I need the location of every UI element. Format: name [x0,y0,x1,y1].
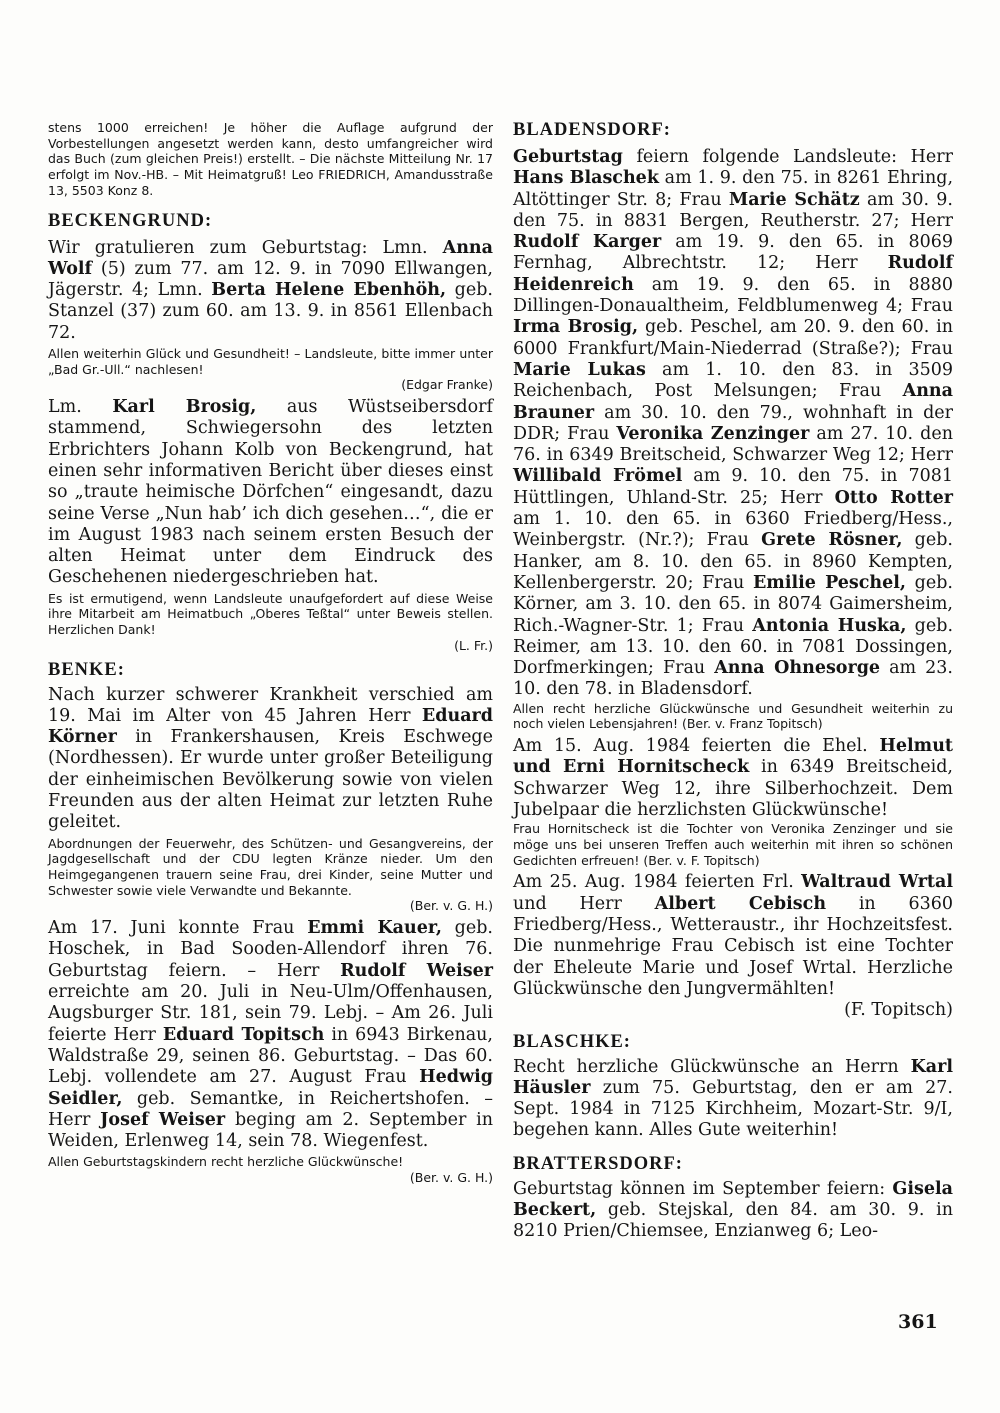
name-highlight: Anna Ohnesorge [714,658,881,679]
text-run: BENKE: [48,659,125,680]
text-run: Wir gratulieren zum Geburtstag: Lmn. [48,237,443,258]
name-highlight: Veronika Zenzinger [616,423,810,444]
article-paragraph [48,238,493,344]
name-highlight: Karl Brosig, [112,397,257,418]
name-highlight: Rudolf Weiser [340,960,493,981]
text-run: Recht herzliche Glückwünsche an Herrn [513,1056,911,1077]
text-run: geb. Stejskal, den 84. am 30. 9. in 8210 Prien/Chiemsee, Enzianweg 6; Leo- [513,1199,953,1242]
text-run: am 30. 10. den 79., wohnhaft in der DDR; Frau [513,402,953,444]
note-paragraph [48,1154,493,1185]
text-run: Am 17. Juni konnte Frau [48,918,308,939]
text-run: am 9. 10. den 75. in 7081 Hüttlingen, Uhland-Str. 25; Herr [513,466,953,508]
name-highlight: Eduard Körner [48,705,493,748]
text-run: am 1. 10. den 65. in 6360 Friedberg/Hess., Weinbergstr. (Nr.?); Frau [513,509,953,551]
signature: (F. Topitsch) [844,1000,953,1021]
section-heading [513,1032,953,1053]
section-heading [513,120,953,141]
article-paragraph [48,397,493,589]
signature: (L. Fr.) [454,637,493,653]
name-highlight: Emmi Kauer, [307,918,442,939]
text-run: BLADENSDORF: [513,120,671,140]
text-run: geb. Reimer, am 13. 10. den 60. in 7081 Dossingen, Dorfmerkingen; Frau [513,615,954,679]
text-run: (5) zum 77. am 12. 9. in 7090 Ellwangen, Jägerstr. 4; Lmn. [48,258,493,301]
signature: (Edgar Franke) [401,377,493,393]
name-highlight: Emilie Peschel, [752,572,907,593]
text-run: geb. Stanzel (37) zum 60. am 13. 9. in 8561 Ellenbach 72. [48,280,493,343]
text-run: geb. Peschel, am 20. 9. den 60. in 6000 Frankfurt/Main-Niederrad (Straße?); Frau [513,317,953,359]
text-run: Lm. [48,397,113,418]
note-paragraph [513,821,953,868]
text-run: am 23. 10. den 78. in Bladensdorf. [513,658,953,700]
article-paragraph [513,736,953,821]
text-run: Abordnungen der Feuerwehr, des Schützen- und Gesangvereins, der Jagdgesellschaft und der CDU legten Kränze nieder. Um den Heimgegangenen trauern seine Frau, drei Kinder, seine Mutter und Schwester sowie viele Verwandte und Bekannte. [48,835,493,898]
page-number: 361 [898,1311,938,1333]
name-highlight: Karl Häusler [513,1056,953,1098]
name-highlight: Hedwig Seidler, [48,1067,493,1109]
note-paragraph [48,591,493,654]
text-run: am 1. 10. den 83. in 3509 Reichenbach, Post Melsungen; Frau [513,359,953,402]
text-run: Am 25. Aug. 1984 feierten Frl. [513,872,802,893]
text-run: feiern folgende Landsleute: Herr [622,147,953,167]
note-paragraph [513,701,953,732]
section-heading [513,1154,953,1175]
name-highlight: Josef Weiser [100,1109,226,1130]
text-run: BRATTERSDORF: [513,1153,683,1174]
text-run: in 6360 Friedberg/Hess., Wetteraustr., ihr Hochzeitsfest. Die nunmehrige Frau Cebisch ist eine Tochter der Eheleute Marie und Josef Wrtal. Herzliche Glückwünsche den Jungvermählten! [513,893,954,999]
text-run: beging am 2. September in Weiden, Erlenweg 14, sein 78. Wiegenfest. [48,1109,493,1152]
note-paragraph [48,346,493,393]
section-heading [48,660,493,681]
signature: (Ber. v. G. H.) [409,1170,493,1186]
text-run: Nach kurzer schwerer Krankheit verschied am 19. Mai im Alter von 45 Jahren Herr [48,684,493,726]
name-highlight: Irma Brosig, [513,317,639,338]
text-run: am 1. 9. den 75. in 8261 Ehring, Altöttinger Str. 8; Frau [513,168,954,210]
article-paragraph [513,872,953,1021]
name-highlight: Eduard Topitsch [162,1024,325,1045]
left-column [48,120,493,1186]
text-run: am 30. 9. den 75. in 8831 Bergen, Reutherstr. 27; Herr [513,189,953,231]
name-highlight: Rudolf Heidenreich [513,253,953,295]
text-run: Allen Geburtstagskindern recht herzliche Glückwünsche! [48,1154,404,1170]
text-run: geb. Semantke, in Reichertshofen. – Herr [48,1088,493,1130]
name-highlight: Waltraud Wrtal [801,872,953,893]
signature: (Ber. v. G. H.) [409,898,493,914]
text-run: am 19. 9. den 65. in 8069 Fernhag, Albrechtstr. 12; Herr [513,232,953,274]
text-run: und Herr [513,893,655,914]
text-run: geb. Hoschek, in Bad Sooden-Allendorf ihren 76. Geburtstag feiern. – Herr [48,918,493,981]
name-highlight: Marie Lukas [513,359,646,380]
article-paragraph [513,1179,953,1243]
name-highlight: Geburtstag [513,147,623,167]
article-paragraph [513,147,953,701]
name-highlight: Rudolf Karger [513,232,662,253]
text-run: zum 75. Geburtstag, den er am 27. Sept. 1984 in 7125 Kirchheim, Mozart-Str. 9/I, begehen kann. Alles Gute weiterhin! [513,1077,953,1141]
note-paragraph [48,836,493,915]
article-paragraph [513,1057,953,1142]
name-highlight: Anna Wolf [48,237,493,279]
name-highlight: Berta Helene Ebenhöh, [211,280,447,301]
text-run: Es ist ermutigend, wenn Landsleute unaufgefordert auf diese Weise ihre Mitarbeit am Heimatbuch „Oberes Teßtal“ unter Beweis stellen. Herzlichen Dank! [48,590,493,638]
text-run: stens 1000 erreichen! Je höher die Auflage aufgrund der Vorbestellungen angesetzt werden kann, desto umfangreicher wird das Buch (zum gleichen Preis!) erstellt. – Die nächste Mitteilung Nr. 17 erfolgt im Nov.-HB. – Mit Heimatgruß! Leo FRIEDRICH, Amandusstraße 13, 5503 Konz 8. [48,120,493,198]
text-run: Allen weiterhin Glück und Gesundheit! – Landsleute, bitte immer unter „Bad Gr.-Ull.“ nachlesen! [48,346,493,377]
name-highlight: Otto Rotter [834,487,953,508]
text-run: Am 15. Aug. 1984 feierten die Ehel. [513,736,880,757]
text-run: Allen recht herzliche Glückwünsche und Gesundheit weiterhin zu noch vielen Lebensjahren! (Ber. v. Franz Topitsch) [513,700,953,732]
text-run: Frau Hornitscheck ist die Tochter von Veronika Zenzinger und sie möge uns bei unseren Treffen auch weiterhin mit ihren so schönen Gedichten erfreuen! (Ber. v. F. Topitsch) [513,821,953,868]
text-run: in 6349 Breitscheid, Schwarzer Weg 12, ihre Silberhochzeit. Dem Jubelpaar die herzlichsten Glückwünsche! [513,757,953,821]
name-highlight: Marie Schätz [728,189,860,210]
article-paragraph [48,685,493,834]
text-run: Geburtstag können im September feiern: [513,1178,893,1199]
text-run: in 6943 Birkenau, Waldstraße 29, seinen 86. Geburtstag. – Das 60. Lebj. vollendete am 27. August Frau [48,1024,493,1088]
text-run: erreichte am 20. Juli in Neu-Ulm/Offenhausen, Augsburger Str. 181, sein 79. Lebj. – Am 26. Juli feierte Herr [48,982,493,1045]
text-run: geb. Körner, am 3. 10. den 65. in 8074 Gaimersheim, Rich.-Wagner-Str. 1; Frau [513,572,953,636]
text-run: am 27. 10. den 76. in 6349 Breitscheid, Schwarzer Weg 12; Herr [513,423,953,466]
text-run: geb. Hanker, am 8. 10. den 65. in 8960 Kempten, Kellenbergerstr. 20; Frau [513,530,953,593]
article-paragraph [48,918,493,1152]
text-run: aus Wüstseibersdorf stammend, Schwiegersohn des letzten Erbrichters Johann Kolb von Beckengrund, hat einen sehr informativen Bericht über dieses einst so „traute heimische Dörfchen“ eingesandt, dazu seine Verse „Nun hab’ ich dich gesehen…“, die er im August 1983 nach seinem ersten Besuch der alten Heimat unter dem Eindruck des Geschehenen niedergeschrieben hat. [48,397,494,588]
text-run: BLASCHKE: [513,1031,631,1052]
name-highlight: Grete Rösner, [761,530,903,551]
name-highlight: Willibald Frömel [513,466,683,487]
name-highlight: Anna Brauner [513,381,953,423]
name-highlight: Albert Cebisch [654,893,827,914]
name-highlight: Antonia Huska, [752,615,907,636]
name-highlight: Hans Blaschek [513,168,659,189]
text-run: BECKENGRUND: [48,210,213,231]
note-paragraph [48,120,493,199]
text-run: am 19. 9. den 65. in 8880 Dillingen-Donaualtheim, Feldblumenweg 4; Frau [513,274,953,317]
text-run: in Frankershausen, Kreis Eschwege (Nordhessen). Er wurde unter großer Beteiligung der einheimischen Bevölkerung sowie von vielen Freunden aus der alten Heimat zur letzten Ruhe geleitet. [48,727,493,833]
name-highlight: Helmut und Erni Hornitscheck [513,736,953,778]
name-highlight: Gisela Beckert, [513,1178,953,1220]
section-heading [48,211,493,232]
right-column [513,120,953,1243]
